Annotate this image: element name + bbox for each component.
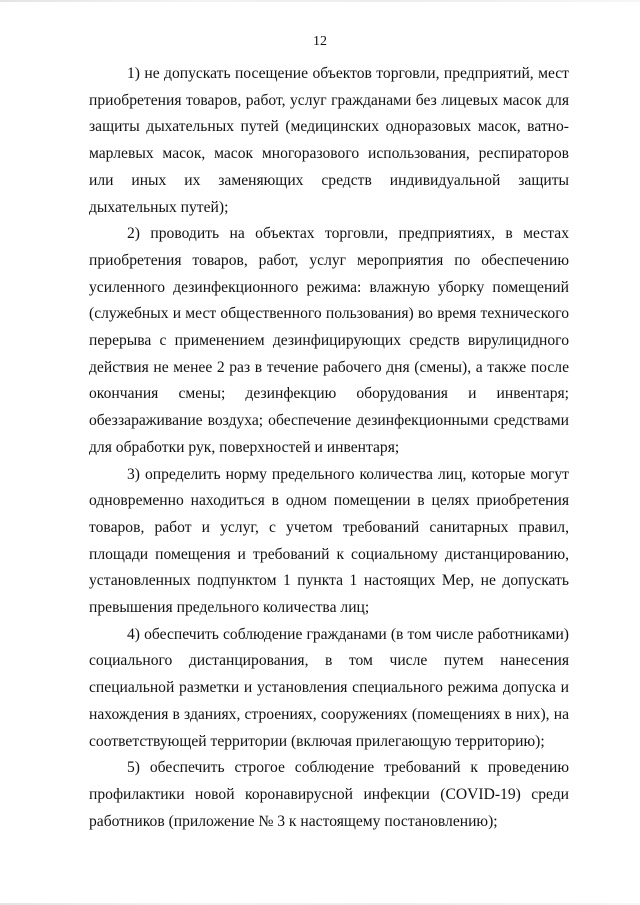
- paragraph-item-3: 3) определить норму предельного количества лиц, которые могут одновременно находиться в одном помещении в целях приобретения товаров, работ и услуг, с учетом требований санитарных правил, площади помещения и требований к социальному дистанцированию, установленных подпунктом 1 пункта 1 настоящих Мер, не допускать превышения предельного количества лиц;: [89, 465, 569, 617]
- paragraph-item-5: 5) обеспечить строгое соблюдение требований к проведению профилактики новой коронавирусной инфекции (COVID-19) среди работников (приложение № 3 к настоящему постановлению);: [89, 759, 569, 830]
- paragraph-item-4: 4) обеспечить соблюдение гражданами (в том числе работниками) социального дистанцирования, в том числе путем нанесения специальной разметки и установления специального режима допуска и нахождения в зданиях, строениях, сооружениях (помещениях в них), на соответствующей территории (включая прилегающую территорию);: [89, 625, 569, 750]
- document-body: [89, 61, 569, 835]
- paragraph-item-2: 2) проводить на объектах торговли, предприятиях, в местах приобретения товаров, работ, услуг мероприятия по обеспечению усиленного дезинфекционного режима: влажную уборку помещений (служебных и мест общественного пользования) во время технического перерыва с применением дезинфицирующих средств вирулицидного действия не менее 2 раз в течение рабочего дня (смены), а также после окончания смены; дезинфекцию оборудования и инвентаря; обеззараживание воздуха; обеспечение дезинфекционными средствами для обработки рук, поверхностей и инвентаря;: [89, 225, 569, 456]
- page-number: 12: [313, 34, 327, 49]
- paragraph-item-1: 1) не допускать посещение объектов торговли, предприятий, мест приобретения товаров, работ, услуг гражданами без лицевых масок для защиты дыхательных путей (медицинских одноразовых масок, ватно-марлевых масок, масок многоразового использования, респираторов или иных их заменяющих средств индивидуальной защиты дыхательных путей);: [89, 65, 569, 216]
- scan-top-edge: [0, 0, 640, 2]
